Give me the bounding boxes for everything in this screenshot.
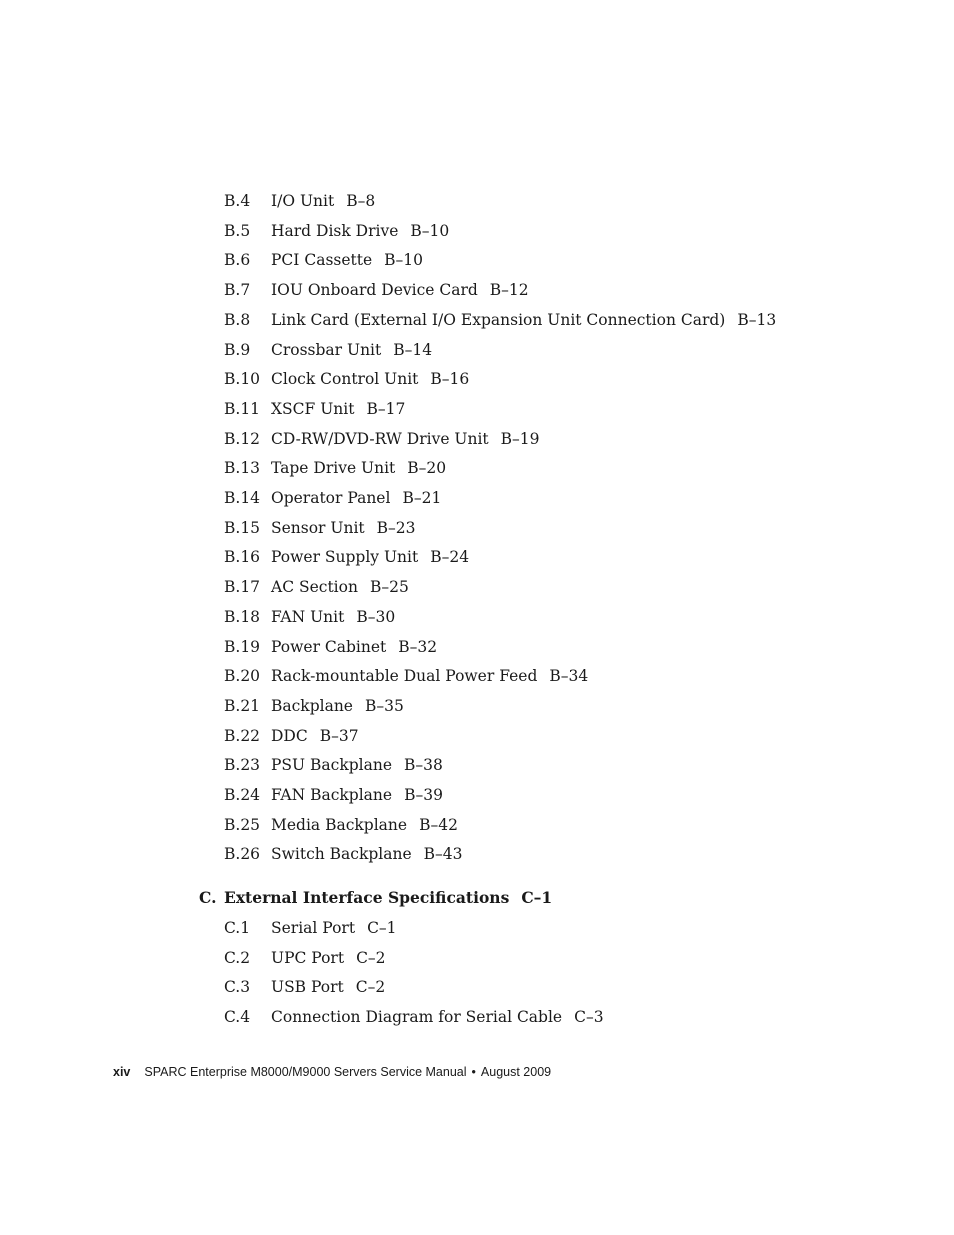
toc-entry[interactable] — [224, 517, 416, 539]
section-number: B.17 — [224, 578, 261, 597]
section-title: XSCF Unit — [271, 399, 355, 418]
page-reference: B–12 — [489, 281, 529, 300]
section-number: B.21 — [224, 696, 261, 715]
section-title: Sensor Unit — [271, 518, 365, 537]
toc-entry[interactable] — [224, 457, 446, 479]
separator-bullet: • — [471, 1065, 476, 1079]
section-number: B.20 — [224, 667, 261, 686]
section-number: B.13 — [224, 459, 261, 478]
page-reference: B–8 — [346, 192, 376, 210]
page-reference: B–25 — [369, 578, 409, 597]
page-reference: B–38 — [404, 756, 443, 775]
toc-chapter-heading[interactable] — [199, 887, 552, 909]
section-title: UPC Port — [271, 948, 345, 967]
section-number: B.7 — [224, 281, 251, 300]
toc-entry[interactable] — [224, 976, 385, 998]
section-title: PSU Backplane — [271, 756, 393, 775]
toc-entry[interactable] — [224, 249, 423, 271]
section-title: AC Section — [271, 578, 358, 597]
page-reference: B–14 — [393, 340, 433, 359]
section-title: IOU Onboard Device Card — [271, 281, 478, 300]
section-title: Link Card (External I/O Expansion Unit Connection Card) — [271, 310, 726, 329]
page-reference: B–17 — [366, 399, 406, 418]
page-reference: B–39 — [404, 786, 443, 804]
section-title: Power Supply Unit — [271, 548, 419, 567]
page-reference: B–30 — [356, 607, 396, 626]
section-title: Clock Control Unit — [271, 370, 419, 389]
toc-entry[interactable] — [224, 398, 405, 420]
section-title: Connection Diagram for Serial Cable — [271, 1008, 563, 1027]
toc-entry[interactable] — [224, 947, 386, 969]
toc-entry[interactable] — [224, 546, 469, 568]
page-reference: B–23 — [376, 518, 416, 537]
page-reference: B–21 — [402, 489, 442, 507]
section-number: B.22 — [224, 726, 261, 745]
toc-entry[interactable] — [224, 576, 409, 598]
section-title: FAN Backplane — [271, 786, 393, 804]
page-reference: B–13 — [737, 310, 777, 329]
toc-entry[interactable] — [224, 695, 404, 717]
toc-entry[interactable] — [224, 784, 443, 806]
toc-entry[interactable] — [224, 1006, 604, 1028]
page-reference: B–37 — [319, 726, 359, 745]
section-number: B.5 — [224, 221, 251, 240]
section-number: B.8 — [224, 310, 251, 329]
section-number: C.2 — [224, 948, 251, 967]
toc-entry[interactable] — [224, 220, 449, 242]
section-title: PCI Cassette — [271, 251, 373, 270]
section-number: B.23 — [224, 756, 261, 775]
section-title: Operator Panel — [271, 489, 391, 507]
section-title: Tape Drive Unit — [271, 459, 396, 478]
page-reference: C–1 — [521, 888, 553, 907]
page-reference: B–32 — [398, 637, 438, 656]
section-number: B.19 — [224, 637, 261, 656]
page-reference: B–24 — [430, 548, 470, 567]
toc-entry[interactable] — [224, 814, 458, 836]
page-number: xiv — [113, 1065, 131, 1079]
toc-entry[interactable] — [224, 428, 540, 450]
section-title: Media Backplane — [271, 815, 408, 834]
page-reference: C–2 — [356, 948, 386, 967]
toc-entry[interactable] — [224, 843, 463, 865]
page-footer — [113, 1062, 551, 1082]
section-title: Serial Port — [271, 919, 356, 937]
page-reference: B–10 — [410, 221, 450, 240]
section-title: Rack-mountable Dual Power Feed — [271, 667, 538, 686]
toc-entry[interactable] — [224, 487, 441, 509]
section-number: B.6 — [224, 251, 251, 270]
section-number: B.4 — [224, 192, 251, 210]
page-reference: B–35 — [364, 696, 404, 715]
toc-entry[interactable] — [224, 190, 375, 212]
section-number: B.15 — [224, 518, 261, 537]
section-title: CD-RW/DVD-RW Drive Unit — [271, 429, 489, 448]
section-number: C.4 — [224, 1008, 251, 1027]
page-reference: C–3 — [574, 1008, 604, 1027]
section-title: Crossbar Unit — [271, 340, 382, 359]
section-title: Backplane — [271, 696, 353, 715]
section-number: B.26 — [224, 845, 261, 864]
section-title: I/O Unit — [271, 192, 335, 210]
toc-entry[interactable] — [224, 368, 469, 390]
section-number: C.1 — [224, 919, 251, 937]
toc-entry[interactable] — [224, 309, 776, 331]
section-title: Hard Disk Drive — [271, 221, 399, 240]
page-reference: B–10 — [384, 251, 424, 270]
page-reference: B–43 — [423, 845, 463, 864]
page-reference: C–1 — [367, 919, 397, 937]
toc-entry[interactable] — [224, 725, 359, 747]
section-number: B.14 — [224, 489, 261, 507]
page-reference: B–16 — [430, 370, 470, 389]
chapter-title: External Interface Specifications — [224, 888, 510, 907]
section-title: FAN Unit — [271, 607, 345, 626]
section-number: B.10 — [224, 370, 261, 389]
toc-entry[interactable] — [224, 339, 432, 361]
manual-title: SPARC Enterprise M8000/M9000 Servers Service Manual — [144, 1065, 467, 1079]
section-title: Switch Backplane — [271, 845, 412, 864]
section-title: Power Cabinet — [271, 637, 387, 656]
page-reference: B–34 — [549, 667, 589, 686]
toc-entry[interactable] — [224, 917, 397, 939]
section-number: B.18 — [224, 607, 261, 626]
page-reference: C–2 — [355, 978, 386, 997]
section-title: DDC — [271, 726, 308, 745]
section-number: B.11 — [224, 399, 261, 418]
toc-entry[interactable] — [224, 279, 529, 301]
toc-entry[interactable] — [224, 665, 588, 687]
section-number: B.25 — [224, 815, 261, 834]
section-number: C.3 — [224, 978, 251, 997]
publication-date: August 2009 — [480, 1065, 552, 1079]
chapter-letter: C. — [199, 888, 217, 907]
page-reference: B–19 — [500, 429, 540, 448]
toc-entry[interactable] — [224, 636, 437, 658]
section-number: B.9 — [224, 340, 251, 359]
page-reference: B–20 — [407, 459, 447, 478]
toc-entry[interactable] — [224, 754, 443, 776]
section-number: B.12 — [224, 429, 261, 448]
section-number: B.24 — [224, 786, 261, 804]
section-number: B.16 — [224, 548, 261, 567]
section-title: USB Port — [271, 978, 344, 997]
page-reference: B–42 — [419, 815, 458, 834]
toc-entry[interactable] — [224, 606, 395, 628]
